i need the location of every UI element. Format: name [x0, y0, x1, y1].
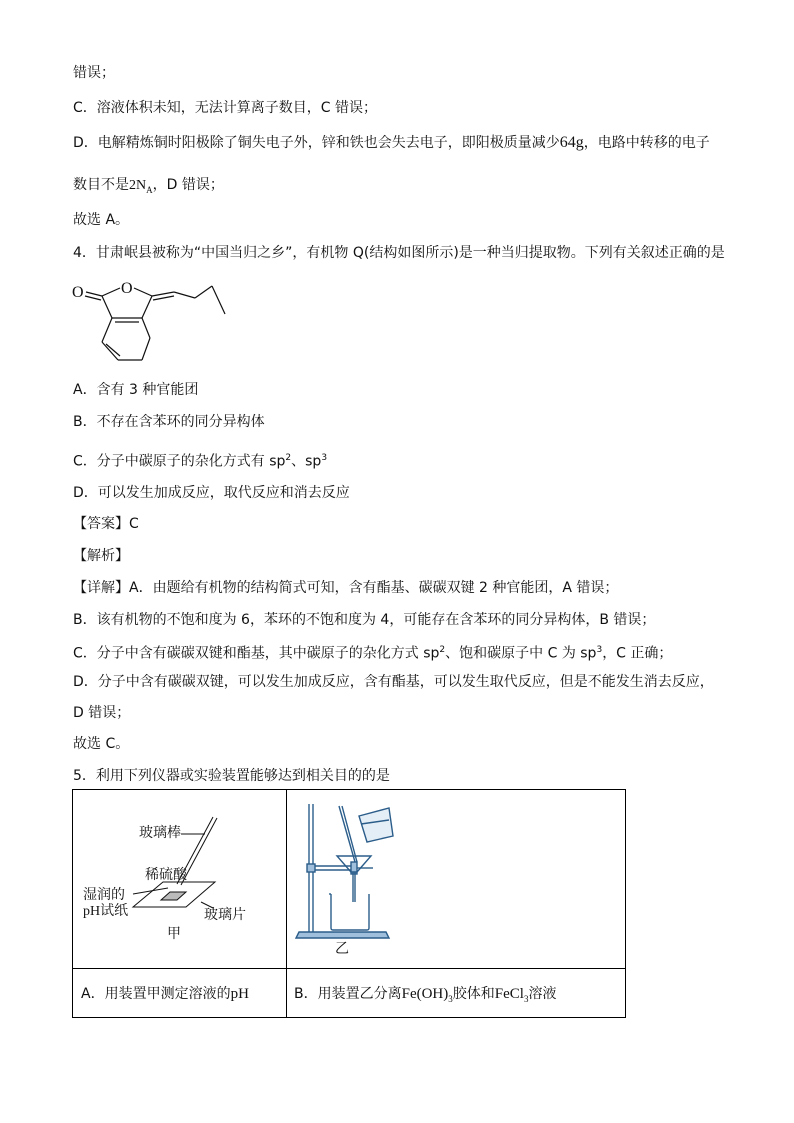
molecule-structure [70, 272, 240, 377]
text-line: 数目不是$2N_A$，D 错误； [73, 177, 224, 195]
options-table [72, 789, 626, 1018]
text-line: D．电解精炼铜时阳极除了铜失电子外，锌和铁也会失去电子，即阳极质量减少64g，电路中转移的电子 [73, 134, 710, 151]
option-a: A．含有 3 种官能团 [73, 382, 199, 398]
cell-option-b: B．用装置乙分离$Fe(OH)_3$胶体和FeCl$_3$溶液 [294, 986, 557, 1004]
glass-rod-label: 玻璃棒 [139, 826, 181, 841]
text-line: C．溶液体积未知，无法计算离子数目，C 错误； [73, 100, 377, 116]
analysis-label: 【解析】 [73, 548, 129, 564]
detail-line: C．分子中含有碳碳双键和酯基，其中碳原子的杂化方式 $sp^2$、饱和碳原子中 C 为 $sp^3$，C 正确； [73, 645, 673, 662]
slide-label: 玻璃片 [204, 908, 246, 923]
question-4-stem: 4．甘肃岷县被称为“中国当归之乡”，有机物 Q(结构如图所示)是一种当归提取物。下列有关叙述正确的是 [73, 245, 725, 261]
figure-caption-jia: 甲 [167, 927, 181, 942]
acid-label: 稀硫酸 [145, 868, 187, 883]
detail-line: 故选 C。 [73, 736, 130, 752]
option-b: B．不存在含苯环的同分异构体 [73, 414, 265, 430]
detail-line: B．该有机物的不饱和度为 6，苯环的不饱和度为 4，可能存在含苯环的同分异构体，B 错误； [73, 612, 656, 628]
cell-option-a: A．用装置甲测定溶液的pH [81, 986, 249, 1002]
option-c: C．分子中碳原子的杂化方式有 $sp^2$、$sp^3$ [73, 453, 328, 470]
text-line: 故选 A。 [73, 212, 130, 228]
paper-label-2: pH试纸 [83, 904, 129, 919]
option-d: D．可以发生加成反应，取代反应和消去反应 [73, 485, 350, 501]
paper-label-1: 湿润的 [83, 888, 125, 903]
answer-label: 【答案】C [73, 516, 139, 532]
oxygen-label: O [72, 284, 84, 301]
detail-line: 【详解】A．由题给有机物的结构简式可知，含有酯基、碳碳双键 2 种官能团，A 错误； [73, 580, 619, 596]
filtration-figure [291, 794, 421, 959]
detail-line: D 错误； [73, 705, 131, 721]
question-5-stem: 5．利用下列仪器或实验装置能够达到相关目的的是 [73, 768, 390, 784]
figure-caption-yi: 乙 [335, 942, 349, 957]
detail-line: D．分子中含有碳碳双键，可以发生加成反应，含有酯基，可以发生取代反应，但是不能发生消去反应， [73, 674, 714, 690]
text-line: 错误； [73, 65, 115, 81]
oxygen-label: O [121, 280, 133, 297]
